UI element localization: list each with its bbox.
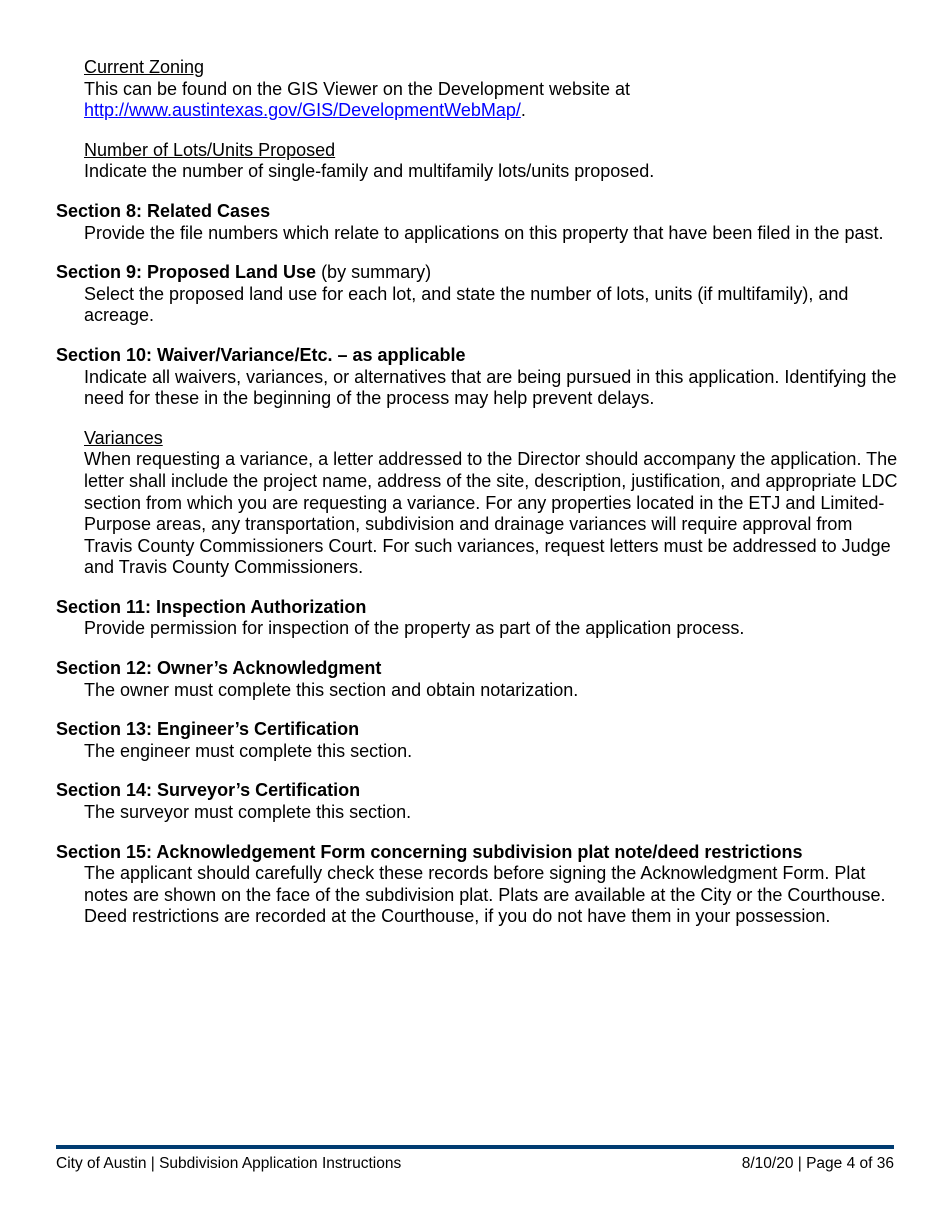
current-zoning-heading: Current Zoning bbox=[84, 57, 205, 77]
section-12-title: Section 12: Owner’s Acknowledgment bbox=[56, 658, 382, 679]
section-11-text: Provide permission for inspection of the property as part of the application process. bbox=[84, 618, 745, 639]
lots-units-heading: Number of Lots/Units Proposed bbox=[84, 139, 336, 160]
section-15-title: Section 15: Acknowledgement Form concerning subdivision plat note/deed restrictions bbox=[56, 841, 803, 862]
lots-units-block bbox=[56, 140, 898, 183]
section-15-text: The applicant should carefully check these records before signing the Acknowledgment Form. Plat notes are shown on the face of the subdivision plat. Plats are available at the City or the Courthouse. Deed restrictions are recorded at the Courthouse, if you do not have them in your possession. bbox=[84, 863, 886, 927]
section-10-title: Section 10: Waiver/Variance/Etc. – as applicable bbox=[56, 344, 466, 365]
section-8-title: Section 8: Related Cases bbox=[56, 200, 271, 221]
section-8-text: Provide the file numbers which relate to applications on this property that have been filed in the past. bbox=[84, 222, 884, 243]
lots-units-text: Indicate the number of single-family and multifamily lots/units proposed. bbox=[84, 161, 655, 182]
section-14-title: Section 14: Surveyor’s Certification bbox=[56, 780, 361, 801]
section-8 bbox=[56, 201, 898, 244]
section-9-title bbox=[56, 262, 898, 284]
variances-text: When requesting a variance, a letter addressed to the Director should accompany the application. The letter shall include the project name, address of the site, description, justification, and appropriate LDC section from which you are requesting a variance. For any properties located in the ETJ and Limited-Purpose areas, any transportation, subdivision and drainage variances will require approval from Travis County Commissioners Court. For such variances, request letters must be addressed to Judge and Travis County Commissioners. bbox=[84, 449, 898, 578]
section-10 bbox=[56, 345, 898, 579]
section-9 bbox=[56, 262, 898, 327]
page-content bbox=[56, 57, 898, 928]
footer-page-info: 8/10/20 | Page 4 of 36 bbox=[741, 1155, 894, 1172]
section-11 bbox=[56, 597, 898, 640]
section-12-text: The owner must complete this section and obtain notarization. bbox=[84, 679, 579, 700]
section-10-text: Indicate all waivers, variances, or alternatives that are being pursued in this application. Identifying the need for these in the beginning of the process may help prevent delays. bbox=[84, 366, 897, 409]
footer-document-title: City of Austin | Subdivision Application Instructions bbox=[56, 1155, 402, 1172]
section-11-title: Section 11: Inspection Authorization bbox=[56, 596, 367, 617]
section-14 bbox=[56, 780, 898, 823]
current-zoning-text bbox=[84, 79, 898, 122]
gis-viewer-link[interactable]: http://www.austintexas.gov/GIS/DevelopmentWebMap/ bbox=[84, 100, 521, 121]
section-15 bbox=[56, 842, 898, 928]
current-zoning-description: This can be found on the GIS Viewer on the Development website at bbox=[84, 78, 630, 99]
section-13 bbox=[56, 719, 898, 762]
section-14-text: The surveyor must complete this section. bbox=[84, 802, 412, 823]
current-zoning-period: . bbox=[520, 100, 526, 121]
current-zoning-block bbox=[56, 57, 898, 122]
footer-divider bbox=[56, 1145, 894, 1149]
variances-heading: Variances bbox=[84, 427, 163, 448]
section-13-title: Section 13: Engineer’s Certification bbox=[56, 719, 360, 740]
section-9-title-suffix: (by summary) bbox=[316, 262, 432, 283]
section-12 bbox=[56, 658, 898, 701]
section-9-title-bold: Section 9: Proposed Land Use bbox=[56, 262, 317, 283]
section-9-text: Select the proposed land use for each lot, and state the number of lots, units (if multifamily), and acreage. bbox=[84, 283, 849, 326]
variances-block bbox=[56, 428, 898, 579]
section-13-text: The engineer must complete this section. bbox=[84, 740, 413, 761]
